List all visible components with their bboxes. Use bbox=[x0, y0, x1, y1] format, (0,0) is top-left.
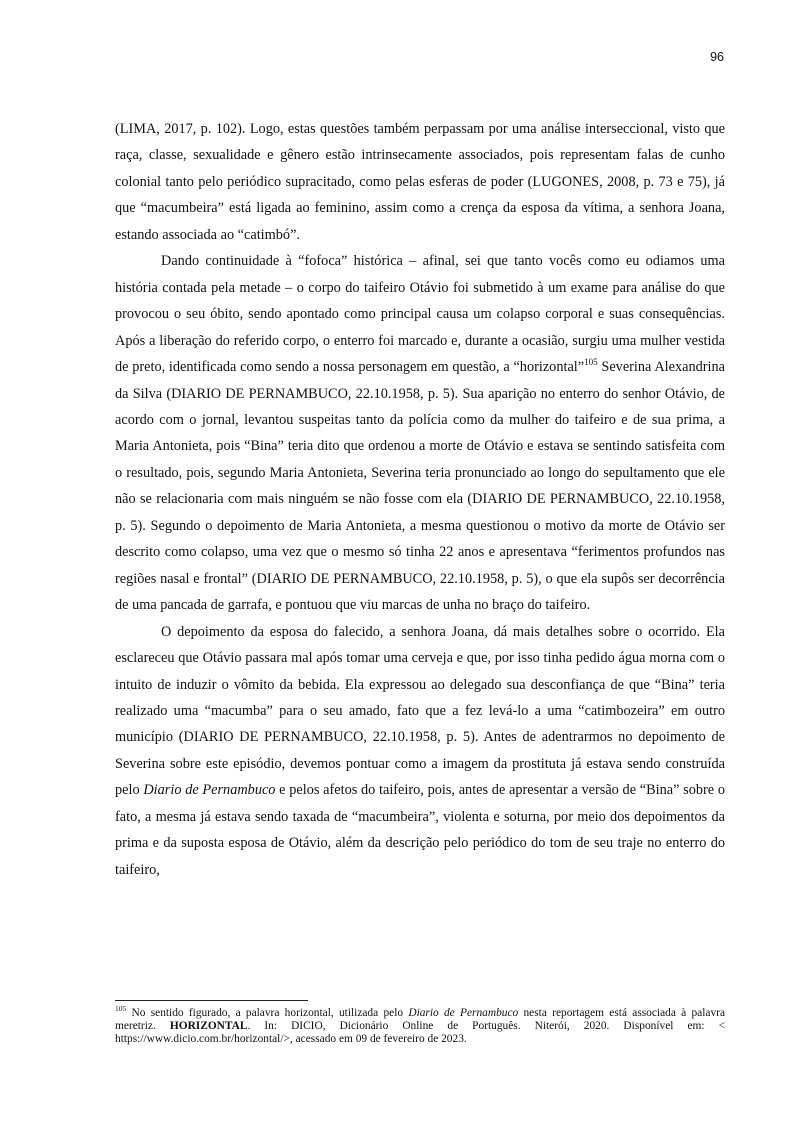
footnote-entry-term: HORIZONTAL bbox=[169, 1020, 248, 1033]
footnote-newspaper-title: Diario de Pernambuco bbox=[408, 1007, 519, 1019]
paragraph-1: (LIMA, 2017, p. 102). Logo, estas questões também perpassam por uma análise interseccional, visto que raça, classe, sexualidade e gênero estão intrinsecamente associados, pois representam falas de cunho colonial tanto pelo periódico supracitado, como pelas esferas de poder (LUGONES, 2008, p. 73 e 75), já que “macumbeira” está ligada ao feminino, assim como a crença da esposa da vítima, a senhora Joana, estando associada ao “catimbó”. bbox=[115, 121, 725, 243]
body-text bbox=[115, 116, 725, 883]
page-number: 96 bbox=[710, 50, 724, 64]
footnote-reference[interactable]: 105 bbox=[584, 357, 598, 368]
paragraph-3-text-a: O depoimento da esposa do falecido, a senhora Joana, dá mais detalhes sobre o ocorrido. Ela esclareceu que Otávio passara mal após tomar uma cerveja e que, por isso tinha pedido água morna com o intuito de induzir o vômito da bebida. Ela expressou ao delegado sua desconfiança de que “Bina” teria realizado uma “macumba” para o seu amado, fato que a fez levá-lo a uma “catimbozeira” em outro município (DIARIO DE PERNAMBUCO, 22.10.1958, p. 5). Antes de adentrarmos no depoimento de Severina sobre este episódio, devemos pontuar como a imagem da prostituta já estava sendo construída pelo bbox=[115, 623, 725, 799]
footnote bbox=[115, 1004, 726, 1047]
paragraph-2-text-a: Dando continuidade à “fofoca” histórica – afinal, sei que tanto vocês como eu odiamos uma história contada pela metade – o corpo do taifeiro Otávio foi submetido à um exame para análise do que provocou o seu óbito, sendo apontado como principal causa um colapso corporal e suas consequências. Após a liberação do referido corpo, o enterro foi marcado e, durante a ocasião, surgiu uma mulher vestida de preto, identificada como sendo a nossa personagem em questão, a “horizontal” bbox=[115, 253, 725, 376]
paragraph-3-text-b: e pelos afetos do taifeiro, pois, antes de apresentar a versão de “Bina” sobre o fato, a mesma já estava sendo taxada de “macumbeira”, violenta e soturna, por meio dos depoimentos da prima e da suposta esposa de Otávio, além da descrição pelo periódico do tom de seu traje no enterro do taifeiro, bbox=[115, 782, 726, 878]
paragraph-2 bbox=[115, 248, 725, 618]
paragraph-3 bbox=[115, 619, 725, 884]
footnote-text-b: nesta reportagem está associada à palavra meretriz. bbox=[115, 1007, 726, 1033]
footnote-text-c: . In: DICIO, Dicionário Online de Português. Niterói, 2020. Disponível em: < https://www.dicio.com.br/horizontal/>, acessado em 09 de fevereiro de 2023. bbox=[115, 1020, 726, 1046]
paragraph-2-text-b: Severina Alexandrina da Silva (DIARIO DE PERNAMBUCO, 22.10.1958, p. 5). Sua aparição no enterro do senhor Otávio, de acordo com o jornal, levantou suspeitas tanto da polícia como da mulher do taifeiro e de sua prima, a Maria Antonieta, pois “Bina” teria dito que ordenou a morte de Otávio e estava se sentindo satisfeita com o resultado, pois, segundo Maria Antonieta, Severina teria pronunciado ao longo do sepultamento que ele não se relacionaria com mais ninguém se não fosse com ela (DIARIO DE PERNAMBUCO, 22.10.1958, p. 5). Segundo o depoimento de Maria Antonieta, a mesma questionou o motivo da morte de Otávio ser descrito como colapso, uma vez que o mesmo só tinha 22 anos e apresentava “ferimentos profundos nas regiões nasal e frontal” (DIARIO DE PERNAMBUCO, 22.10.1958, p. 5), o que ela supôs ser decorrência de uma pancada de garrafa, e pontuou que viu marcas de unha no braço do taifeiro. bbox=[115, 359, 725, 614]
newspaper-title: Diario de Pernambuco bbox=[143, 782, 276, 799]
footnote-number: 105 bbox=[115, 1004, 127, 1014]
footnote-divider bbox=[115, 1000, 308, 1001]
footnote-text-a: No sentido figurado, a palavra horizontal, utilizada pelo bbox=[126, 1007, 409, 1019]
